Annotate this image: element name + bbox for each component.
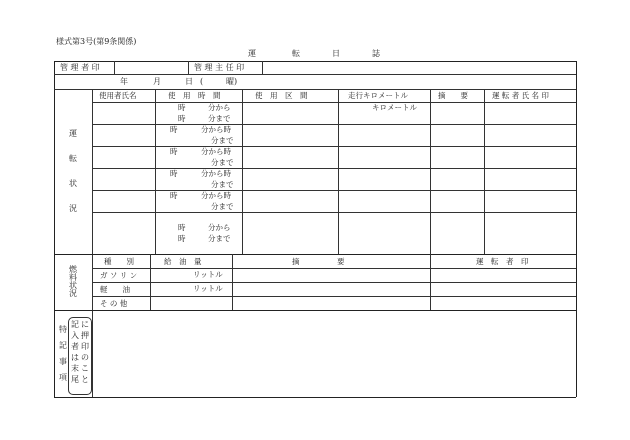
header-km: 走行キロメートル: [348, 91, 408, 100]
time-from-time: 分から時: [201, 191, 231, 200]
fuel-header-amount: 給 油 量: [164, 257, 202, 266]
time-hour: 時: [170, 147, 178, 156]
manager-seal-box[interactable]: [115, 62, 187, 74]
date-day-label: 日: [185, 77, 193, 86]
time-hour: 時: [170, 125, 178, 134]
fuel-side-label: 燃 料 状 況: [69, 265, 77, 298]
date-month-label: 月: [153, 77, 161, 86]
manager-seal-label: 管 理 者 印: [60, 63, 100, 72]
time-until: 分まで: [211, 136, 234, 145]
time-from-time: 分から時: [201, 147, 231, 156]
time-hour: 時: [178, 114, 186, 123]
header-usage-section: 使 用 区 間: [255, 91, 308, 100]
time-hour: 時: [170, 169, 178, 178]
time-from-time: 分から時: [201, 169, 231, 178]
form-title-char: 運: [248, 49, 256, 58]
fuel-amount-unit: リットル: [193, 284, 223, 293]
fuel-type-gasoline: ガ ソ リ ン: [100, 271, 138, 280]
time-hour: 時: [178, 234, 186, 243]
fuel-type-diesel: 軽 油: [100, 285, 130, 294]
time-until: 分まで: [211, 180, 234, 189]
time-from: 分から: [208, 103, 231, 112]
form-title-char: 誌: [372, 49, 380, 58]
time-until: 分まで: [208, 234, 231, 243]
chief-seal-box[interactable]: [263, 62, 575, 74]
time-from: 分から: [208, 223, 231, 232]
driving-side-label: 運 転 状 況: [69, 129, 77, 213]
form-title-char: 日: [332, 49, 340, 58]
fuel-header-type: 種 別: [104, 257, 134, 266]
date-weekday-open: (: [200, 77, 204, 86]
fuel-header-driver: 運 転 者 印: [476, 257, 529, 266]
date-weekday-close: 曜): [226, 77, 238, 86]
header-summary: 摘 要: [438, 91, 468, 100]
time-from-time: 分から時: [201, 125, 231, 134]
time-hour: 時: [178, 103, 186, 112]
header-user-name: 使用者氏名: [99, 91, 137, 100]
fuel-amount-unit: リットル: [193, 270, 223, 279]
time-until: 分まで: [211, 202, 234, 211]
time-hour: 時: [178, 223, 186, 232]
time-until: 分まで: [211, 158, 234, 167]
header-driver-seal: 運 転 者 氏 名 印: [492, 91, 549, 100]
chief-seal-label: 管 理 主 任 印: [194, 63, 245, 72]
notes-area[interactable]: [93, 311, 575, 396]
time-until: 分まで: [208, 114, 231, 123]
fuel-type-other: そ の 他: [100, 299, 128, 308]
date-year-label: 年: [120, 77, 128, 86]
form-number: 様式第3号(第9条関係): [56, 37, 137, 46]
header-usage-time: 使 用 時 間: [168, 91, 221, 100]
form-title-char: 転: [292, 49, 300, 58]
time-hour: 時: [170, 191, 178, 200]
fuel-header-summary: 摘 要: [292, 257, 345, 266]
km-unit: キロメートル: [372, 103, 417, 112]
